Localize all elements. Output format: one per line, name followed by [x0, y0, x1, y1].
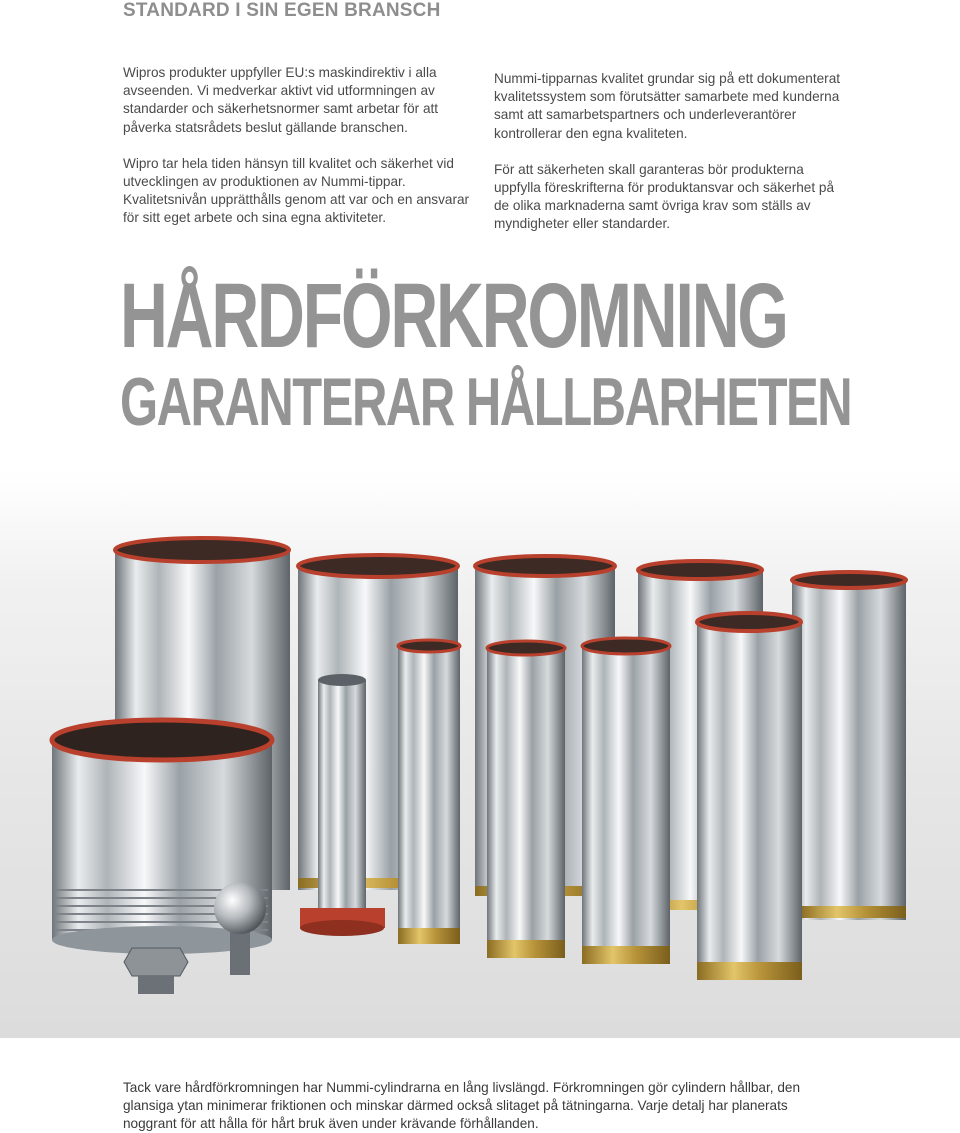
intro-paragraph: Wipros produkter uppfyller EU:s maskindirektiv i alla avseenden. Vi medverkar aktivt vid utformningen av standarder och säkerhetsnormer samt arbetar för att påverka statsrådets beslut gällande branschen. — [123, 65, 439, 135]
intro-left-column — [123, 64, 470, 246]
tube — [398, 640, 460, 944]
chrome-tubes-illustration — [0, 470, 960, 1038]
headline-line-2: GARANTERAR HÅLLBARHETEN — [120, 364, 852, 440]
tube — [792, 572, 906, 920]
product-photo — [0, 470, 960, 1038]
tube — [487, 641, 565, 958]
intro-paragraph: För att säkerheten skall garanteras bör produkterna uppfylla föreskrifterna för produktansvar och säkerhet på de olika marknaderna samt övriga krav som ställs av myndigheter eller standarder. — [494, 161, 835, 232]
hex-nut — [124, 948, 188, 994]
headline — [120, 265, 860, 440]
intro-paragraph: Wipro tar hela tiden hänsyn till kvalitet och säkerhet vid utvecklingen av produktionen av Nummi-tippar. Kvalitetsnivån upprätthålls genom att var och en ansvarar för sitt eget arbete och sina egna aktiviteter. — [123, 155, 470, 226]
intro-right-column — [494, 70, 841, 252]
tube — [582, 638, 670, 964]
headline-line-1: HÅRDFÖRKROMNING — [120, 265, 787, 367]
tube — [697, 613, 802, 980]
section-heading: STANDARD I SIN EGEN BRANSCH — [123, 0, 441, 21]
intro-paragraph: Nummi-tipparnas kvalitet grundar sig på ett dokumenterat kvalitetssystem som förutsätter samarbete med kunderna samt att samarbetspartners och underleverantörer kontrollerar den egna kvaliteten. — [494, 71, 841, 141]
photo-caption: Tack vare hårdförkromningen har Nummi-cylindrarna en lång livslängd. Förkromningen gör cylindern hållbar, den glansiga ytan minimerar friktionen och minskar därmed också slitaget på tätningarna. Varje detalj har planerats noggrant för att hålla för hårt bruk även under krävande förhållanden. — [123, 1080, 800, 1131]
